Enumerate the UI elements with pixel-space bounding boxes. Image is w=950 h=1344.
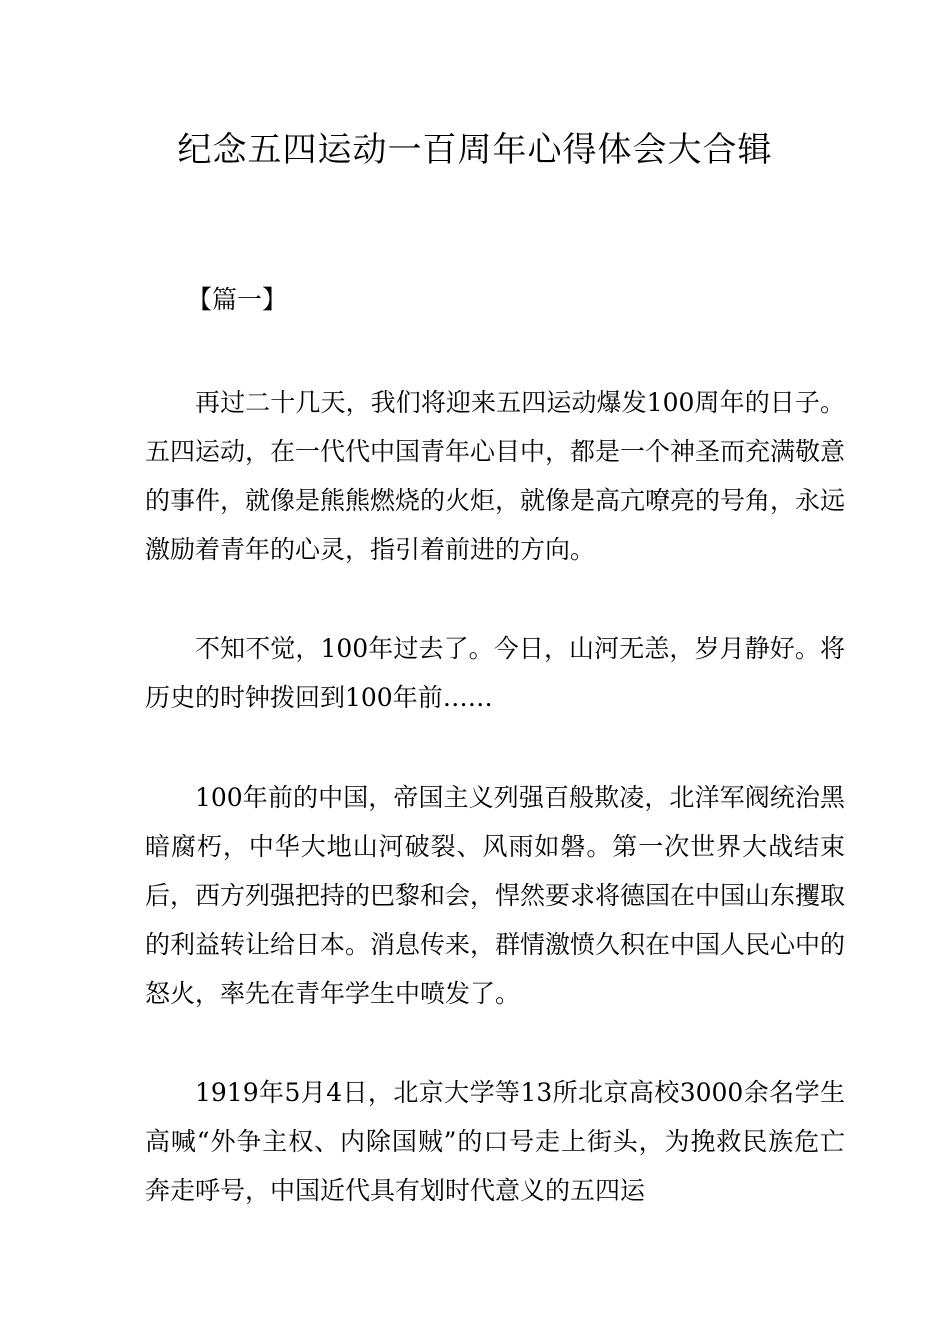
section-label: 【篇一】 xyxy=(187,285,288,314)
paragraph-1: 再过二十几天，我们将迎来五四运动爆发100周年的日子。五四运动，在一代代中国青年心目中，都是一个神圣而充满敬意的事件，就像是熊熊燃烧的火炬，就像是高亢嘹亮的号角，永远激励着青年的心灵，指引着前进的方向。 xyxy=(145,388,846,564)
paragraph-2: 不知不觉，100年过去了。今日，山河无恙，岁月静好。将历史的时钟拨回到100年前…… xyxy=(145,634,845,712)
document-title: 纪念五四运动一百周年心得体会大合辑 xyxy=(177,130,773,170)
paragraph-3: 100年前的中国，帝国主义列强百般欺凌，北洋军阀统治黑暗腐朽，中华大地山河破裂、风雨如磐。第一次世界大战结束后，西方列强把持的巴黎和会，悍然要求将德国在中国山东攫取的利益转让给日本。消息传来，群情激愤久积在中国人民心中的怒火，率先在青年学生中喷发了。 xyxy=(145,783,846,1008)
paragraph-4: 1919年5月4日，北京大学等13所北京高校3000余名学生高喊“外争主权、内除国贼”的口号走上街头，为挽救民族危亡奔走呼号，中国近代具有划时代意义的五四运 xyxy=(145,1078,845,1205)
